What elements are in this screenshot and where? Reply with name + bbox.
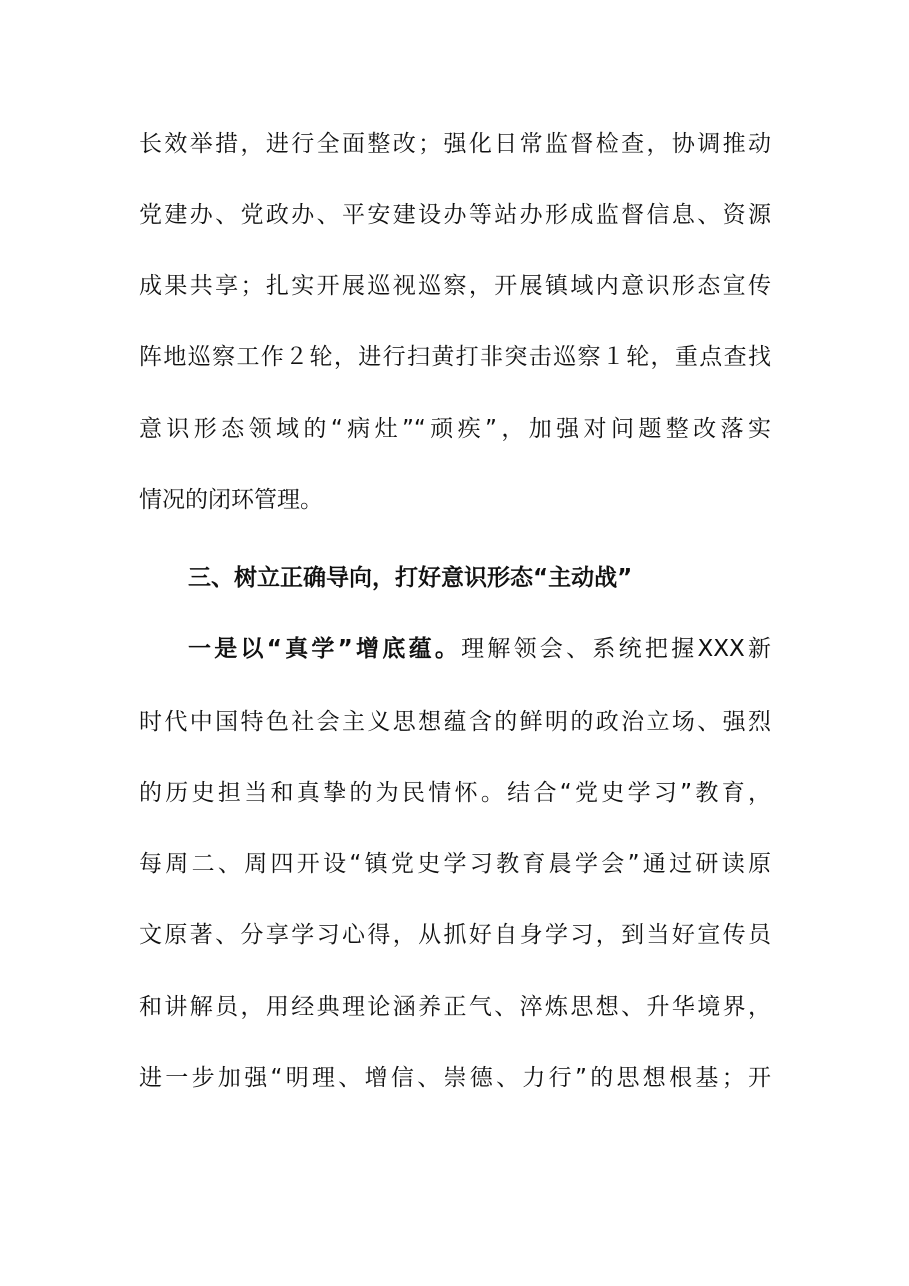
paragraph-line: 阵地巡察工作２轮，进行扫黄打非突击巡察１轮，重点查找 bbox=[139, 344, 771, 370]
paragraph-line: 成果共享；扎实开展巡视巡察，开展镇域内意识形态宣传 bbox=[139, 273, 771, 299]
paragraph-line: 每周二、周四开设“镇党史学习教育晨学会”通过研读原 bbox=[139, 851, 771, 877]
paragraph-line: 文原著、分享学习心得，从抓好自身学习，到当好宣传员 bbox=[139, 922, 771, 948]
paragraph-line: 的历史担当和真挚的为民情怀。结合“党史学习”教育， bbox=[139, 780, 771, 806]
section-heading: 三、树立正确导向，打好意识形态“主动战” bbox=[188, 565, 633, 591]
lead-rest-text: 理解领会、系统把握XXX新 bbox=[461, 636, 771, 662]
paragraph-line: 时代中国特色社会主义思想蕴含的鲜明的政治立场、强烈 bbox=[139, 709, 771, 735]
paragraph-first-line bbox=[188, 633, 771, 665]
lead-bold-text: 一是以“真学”增底蕴。 bbox=[188, 636, 462, 662]
paragraph-line: 意识形态领域的“病灶”“顽疾”，加强对问题整改落实 bbox=[139, 416, 771, 442]
paragraph-line: 和讲解员，用经典理论涵养正气、淬炼思想、升华境界， bbox=[139, 994, 771, 1020]
paragraph-line: 进一步加强“明理、增信、崇德、力行”的思想根基；开 bbox=[139, 1065, 771, 1091]
paragraph-line: 长效举措，进行全面整改；强化日常监督检查，协调推动 bbox=[139, 131, 771, 157]
paragraph-line: 党建办、党政办、平安建设办等站办形成监督信息、资源 bbox=[139, 202, 771, 228]
paragraph-line: 情况的闭环管理。 bbox=[139, 487, 323, 513]
